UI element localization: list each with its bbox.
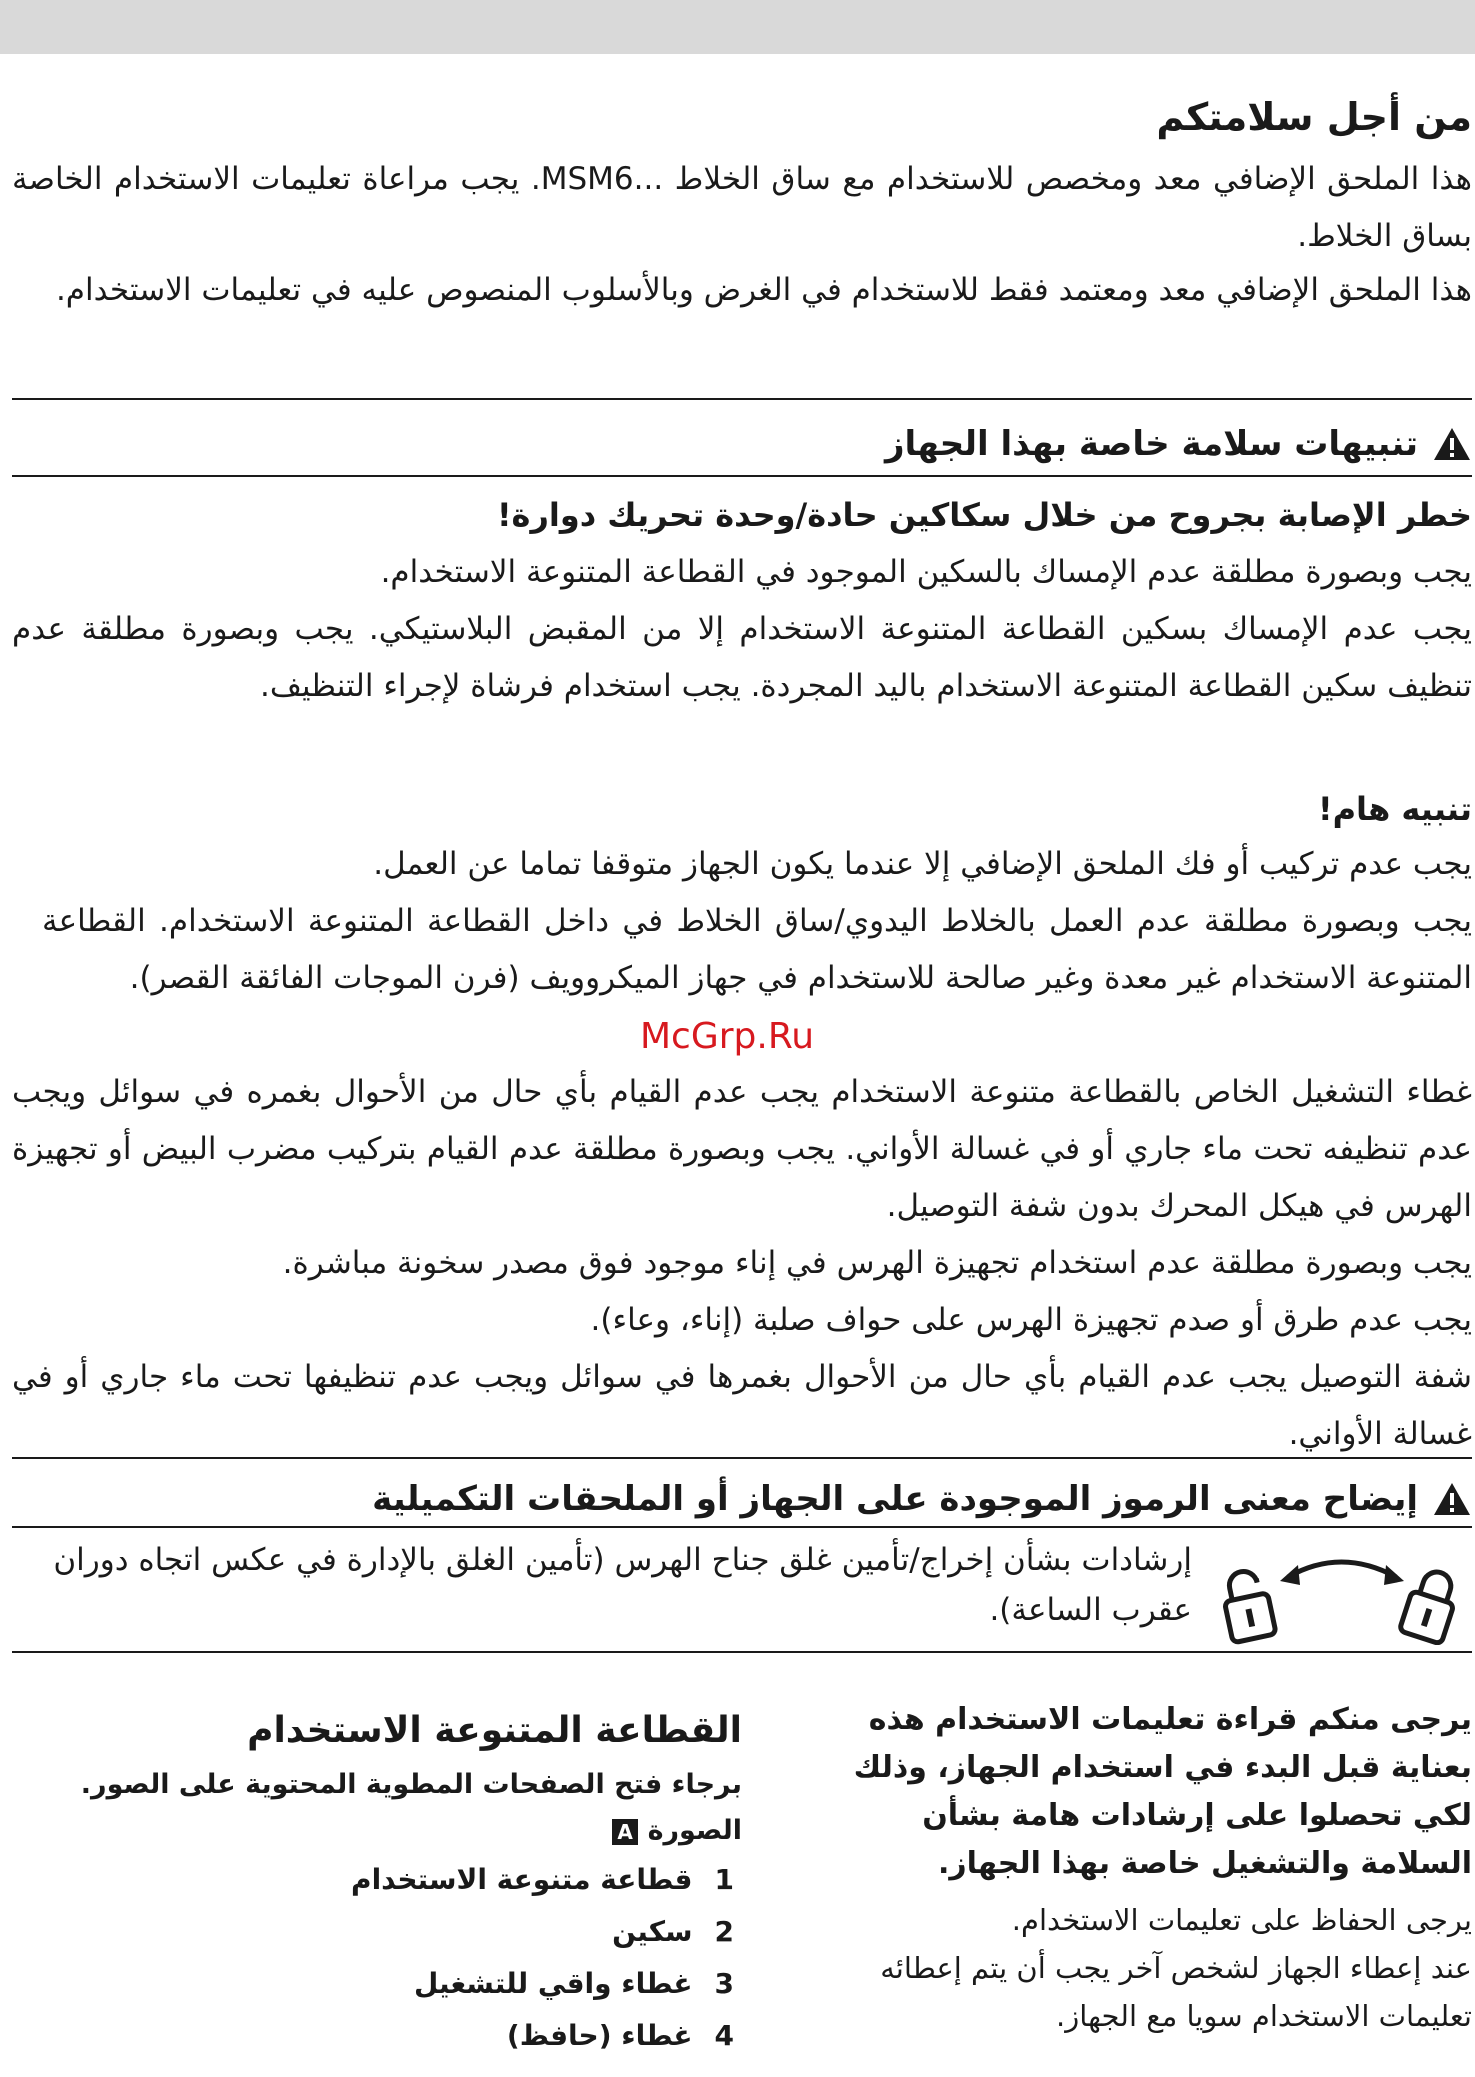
safety-heading-text: تنبيهات سلامة خاصة بهذا الجهاز	[884, 424, 1418, 464]
list-item-label: غطاء (حافظ)	[506, 2019, 693, 2052]
left-column	[32, 1706, 742, 2062]
keep-instructions-text: يرجى الحفاظ على تعليمات الاستخدام.	[1011, 1903, 1472, 1937]
danger-paragraph-2: يجب عدم الإمساك بسكين القطاعة المتنوعة الاستخدام إلا من المقبض البلاستيكي. يجب وبصورة مطلقة عدم تنظيف سكين القطاعة المتنوعة الاستخدام باليد المجردة. يجب استخدام فرشاة لإجراء التنظيف.	[12, 611, 1472, 704]
section-divider	[12, 475, 1472, 477]
list-item-label: سكين	[612, 1915, 693, 1948]
list-item-number: 1	[714, 1863, 734, 1896]
intro-paragraph-1: هذا الملحق الإضافي معد ومخصص للاستخدام مع ساق الخلاط ...MSM6. يجب مراعاة تعليمات الاستخدام الخاصة بساق الخلاط.	[12, 161, 1472, 254]
symbols-heading-text: إيضاح معنى الرموز الموجودة على الجهاز أو الملحقات التكميلية	[372, 1479, 1418, 1519]
notice-paragraph-6: شفة التوصيل يجب عدم القيام بأي حال من الأحوال بغمرها في سوائل ويجب عدم تنظيفها تحت ماء جاري أو في غسالة الأواني.	[12, 1359, 1472, 1452]
list-item-number: 3	[714, 1967, 734, 2000]
notice-paragraph-1: يجب عدم تركيب أو فك الملحق الإضافي إلا عندما يكون الجهاز متوقفا تماما عن العمل.	[373, 846, 1472, 882]
list-item-number: 4	[714, 2019, 734, 2052]
section-title: القطاعة المتنوعة الاستخدام	[247, 1710, 742, 1751]
notice-paragraph-5: يجب عدم طرق أو صدم تجهيزة الهرس على حواف صلبة (إناء، وعاء).	[590, 1302, 1472, 1338]
symbols-heading	[372, 1472, 1472, 1526]
list-item	[32, 1958, 742, 2010]
safety-heading	[885, 417, 1472, 471]
notice-paragraph-2: يجب وبصورة مطلقة عدم العمل بالخلاط اليدوي/ساق الخلاط في داخل القطاعة المتنوعة الاستخدام. القطاعة المتنوعة الاستخدام غير معدة وغير صالحة للاستخدام في جهاز الميكروويف (فرن الموجات الفائقة القصر).	[42, 903, 1472, 996]
list-item-label: غطاء واقي للتشغيل	[414, 1967, 693, 2000]
list-item-label: قطاعة متنوعة الاستخدام	[351, 1863, 693, 1896]
handover-instructions-text: عند إعطاء الجهاز لشخص آخر يجب أن يتم إعطائه تعليمات الاستخدام سويا مع الجهاز.	[880, 1951, 1472, 2033]
symbol-description: إرشادات بشأن إخراج/تأمين غلق جناح الهرس (تأمين الغلق بالإدارة في عكس اتجاه دوران عقرب الساعة).	[53, 1542, 1192, 1628]
danger-paragraph-1: يجب وبصورة مطلقة عدم الإمساك بالسكين الموجود في القطاعة المتنوعة الاستخدام.	[380, 554, 1472, 590]
warning-triangle-icon	[1432, 1481, 1472, 1517]
section-divider	[12, 1651, 1472, 1653]
right-column	[812, 1696, 1472, 2040]
watermark-text: McGrp.Ru	[640, 1016, 815, 1057]
intro-paragraph-2: هذا الملحق الإضافي معد ومعتمد فقط للاستخدام في الغرض وبالأسلوب المنصوص عليه في تعليمات الاستخدام.	[55, 272, 1472, 308]
section-divider	[12, 1526, 1472, 1528]
figure-label: الصورة	[647, 1815, 742, 1846]
page-title: من أجل سلامتكم	[1156, 95, 1472, 139]
list-item-number: 2	[714, 1915, 734, 1948]
notice-paragraph-4: يجب وبصورة مطلقة عدم استخدام تجهيزة الهرس في إناء موجود فوق مصدر سخونة مباشرة.	[282, 1245, 1472, 1281]
notice-title: تنبيه هام!	[1318, 790, 1472, 828]
figure-reference	[32, 1808, 742, 1854]
fold-out-instruction: برجاء فتح الصفحات المطوية المحتوية على الصور.	[80, 1769, 742, 1800]
list-item	[32, 2010, 742, 2062]
symbol-row	[12, 1535, 1472, 1645]
notice-paragraph-3: غطاء التشغيل الخاص بالقطاعة متنوعة الاستخدام يجب عدم القيام بأي حال من الأحوال بغمره في سوائل ويجب عدم تنظيفه تحت ماء جاري أو في غسالة الأواني. يجب وبصورة مطلقة عدم القيام بتركيب مضرب البيض أو تجهيزة الهرس في هيكل المحرك بدون شفة التوصيل.	[12, 1074, 1472, 1224]
section-divider	[12, 398, 1472, 400]
danger-title: خطر الإصابة بجروح من خلال سكاكين حادة/وحدة تحريك دوارة!	[496, 496, 1472, 534]
list-item	[32, 1854, 742, 1906]
section-divider	[12, 1457, 1472, 1459]
warning-triangle-icon	[1432, 426, 1472, 462]
list-item	[32, 1906, 742, 1958]
lock-rotation-icon	[1210, 1541, 1472, 1645]
top-bar	[0, 0, 1475, 54]
figure-badge: A	[612, 1819, 638, 1845]
read-instructions-notice: يرجى منكم قراءة تعليمات الاستخدام هذه بعناية قبل البدء في استخدام الجهاز، وذلك لكي تحصلوا على إرشادات هامة بشأن السلامة والتشغيل خاصة بهذا الجهاز.	[853, 1702, 1472, 1881]
